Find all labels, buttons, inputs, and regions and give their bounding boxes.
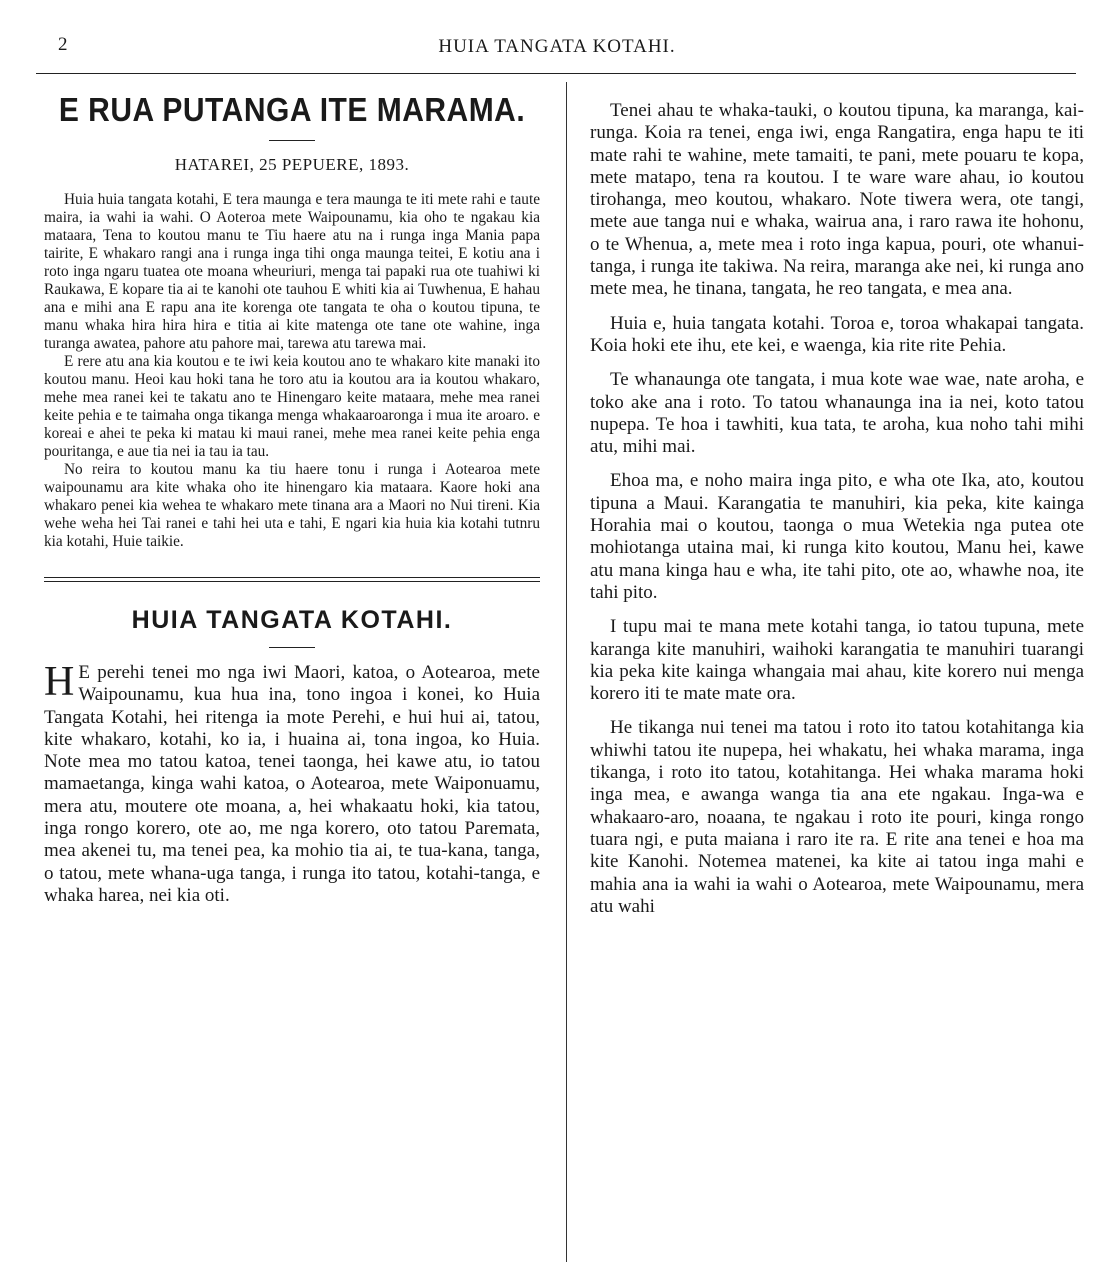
- right-paragraph-5: I tupu mai te mana mete kotahi tanga, io tatou tupuna, mete karanga kite manuhiri, waihoki karangatia te manuhiri tuarangi kia peka kite kainga whangaia mai ahau, kite korero nui menga korero iti te mate mate ora.: [590, 616, 1084, 705]
- right-column: [590, 100, 1084, 930]
- right-paragraph-3: Te whanaunga ote tangata, i mua kote wae wae, nate aroha, e toko ake ana i roto. To tatou whanaunga ina ia nei, koto tatou nupepa. Te hoa i tawhiti, kua tata, te aroha, kua noho tahi mihi atu, mihi mai.: [590, 369, 1084, 458]
- right-paragraph-4: Ehoa ma, e noho maira inga pito, e wha ote Ika, ato, koutou tipuna a Maui. Karangatia te manuhiri, kia peka, kite kainga Horahia mai o koutou, taonga o mua Wetekia nga putea ote mohiotanga utaina mai, ki runga kito koutou, Manu hei, kawe atu mana kinga hau e wha, ite tahi pito, ote ao, whawhe noa, ite tahi pito.: [590, 470, 1084, 603]
- page-number: 2: [58, 34, 68, 55]
- title-rule: [269, 140, 315, 141]
- article2-title: HUIA TANGATA KOTAHI.: [131, 606, 453, 634]
- right-paragraph-2: Huia e, huia tangata kotahi. Toroa e, toroa whakapai tangata. Koia hoki ete ihu, ete kei, e waenga, kia rite rite Pehia.: [590, 312, 1084, 356]
- left-column: [44, 90, 540, 919]
- header-rule: [36, 73, 1076, 74]
- right-paragraph-6: He tikanga nui tenei ma tatou i roto ito tatou kotahitanga kia whiwhi tatou ite nupepa, hei whakatu, hei whaka marama, inga tikanga, i roto ito tatou, kotahitanga. Hei whaka marama hoki inga mea, e awanga wanga tia ana ete ngakau. Inga-wa e whakaaro-aro, noaana, te ngakau i roto ite pouri, kinga rongo tuara ngi, e puta maiana i raro ite ra. E rite ana tenei e hoa ma kite Kanohi. Notemea matenei, ka kite ai tatou inga mahi e mahia ana ia wahi ia wahi o Aotearoa, mete Waipounamu, mera atu wahi: [590, 717, 1084, 917]
- article1-paragraph-1: Huia huia tangata kotahi, E tera maunga e tera maunga te iti mete rahi e taute maira, ia wahi ia wahi. O Aoteroa mete Waipounamu, kia oho te ngakau kia mataara, Tena to koutou manu te Tiu haere atu na i runga inga Mania papa tairite, E whakaro rangi ana i runga inga tihi onga maunga teitei, E kotiu ana i roto inga ngaru tuatea ote moana wheuriuri, menga tai papaki rua ote tuahiwi ki Raukawa, E kopare tia ai te kanohi ote tauhou E whiti kia ai Tuwhenua, E hahau ana e mihi ana E rapu ana ite korenga ote tangata te oha o koutou tipuna, te manu whaka hira hira hira e titia ai kite matenga ote tane ote wahine, inga turanga awatea, pahore atu pahore mai, tarewa atu tarewa mai.: [44, 191, 540, 352]
- dateline: HATAREI, 25 PEPUERE, 1893.: [174, 155, 410, 174]
- article1-title: E RUA PUTANGA ITE MARAMA.: [58, 92, 526, 129]
- running-title: HUIA TANGATA KOTAHI.: [438, 36, 676, 57]
- article1-paragraph-3: No reira to koutou manu ka tiu haere tonu i runga i Aotearoa mete waipounamu ara kite whaka oho ite hinengaro kia mataara. Kaore hoki ana whakaro penei kia wehea te whakaro mete tinana ara a Maori no Nui tireni. Kia wehe weha hei Tai ranei e tahi hei uta e tahi, E ngari kia huia kia kotahi tutnru kia kotahi, Huie taikie.: [44, 461, 540, 550]
- article2-text: E perehi tenei mo nga iwi Maori, katoa, o Aotearoa, mete Waipounamu, kua hua ina, tono ingoa i konei, ko Huia Tangata Kotahi, hei ritenga ia mote Perehi, e hui hui ai, tatou, kite whakaro, kotahi, ko ia, i huaina ai, tona ingoa, ko Huia. Note mea mo tatou katoa, tenei taonga, hei kawe atu, io tatou mamaetanga, kinga wahi katoa, o Aotearoa, mete Waiponuamu, mera atu, moutere ote moana, a, hei whakaatu hoki, kia tatou, inga rongo korero, ote ao, me nga korero, oto tatou Paremata, mea akenei tu, ma tenei pea, ka mohio tia ai, te tua-kana, tanga, o tatou, mete whana-uga tanga, i runga ito tatou, kotahi-tanga, e whaka harea, nei kia oti.: [44, 662, 540, 906]
- drop-cap: H: [44, 659, 75, 705]
- right-paragraph-1: Tenei ahau te whaka-tauki, o koutou tipuna, ka maranga, kai-runga. Koia ra tenei, enga iwi, enga Rangatira, enga hapu te iti mate rahi te wahine, mete tamaiti, te pani, mete pouaru te kopa, mete matapo, tena ra koutou. I te ware ware ahau, io koutou tirohanga, meo koutou, whakaro. Note tiwera wera, ote tangi, mete aue tanga nui e whaka, wairua ana, i raro rawa ite hohonu, o te Whenua, a, mete mea i roto inga kapua, pouri, ote whanui-tanga, i runga ite takiwa. Na reira, maranga ake nei, ki runga ano mete mea, he tinana, tangata, he reo tangata, e mea ana.: [590, 100, 1084, 300]
- title-rule-2: [269, 647, 315, 648]
- article1-paragraph-2: E rere atu ana kia koutou e te iwi keia koutou ano te whakaro kite manaki ito koutou manu. Heoi kau hoki tana he toro atu ia koutou ara ia koutou whakaro, mehe mea ranei kei te takatu ano te Hinengaro keite mataara, mehe mea ranei keite pehia e te taimaha onga tikanga menga whakaaroaronga i mua ite aroaro. e koreai e ahei te peka ki matau ki maui ranei, mehe mea ranei keite pehia enga pouritanga, e aue tia nei ia tau ia tau.: [44, 353, 540, 460]
- column-divider: [566, 82, 567, 1262]
- section-divider: [44, 577, 540, 582]
- article2-paragraph-1: [44, 659, 540, 907]
